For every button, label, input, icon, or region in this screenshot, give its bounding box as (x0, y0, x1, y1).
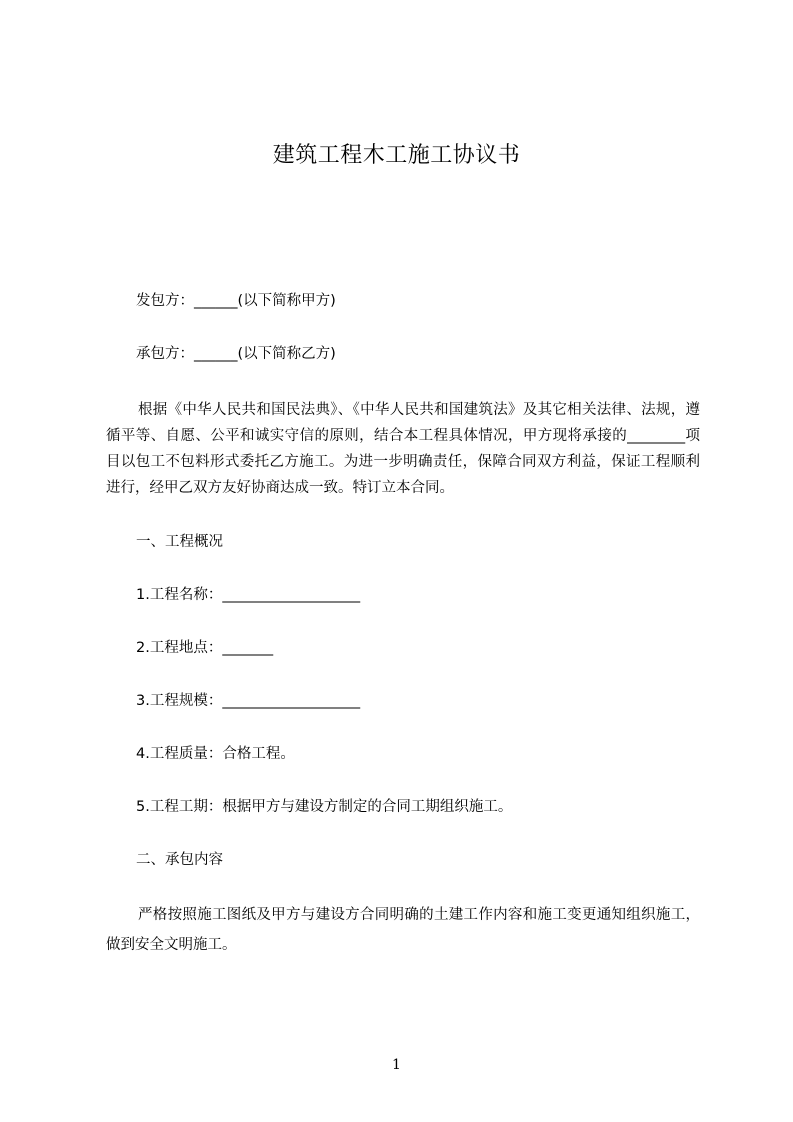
project-scale-item: 3.工程规模：___________________ (136, 693, 361, 709)
page-number: 1 (392, 1057, 401, 1073)
party-a-line: 发包方：______(以下简称甲方) (136, 293, 336, 309)
document-title: 建筑工程木工施工协议书 (272, 143, 521, 168)
project-location-item: 2.工程地点：_______ (136, 640, 274, 656)
project-duration-item: 5.工程工期：根据甲方与建设方制定的合同工期组织施工。 (136, 799, 513, 815)
project-quality-item: 4.工程质量：合格工程。 (136, 746, 295, 762)
party-b-line: 承包方：______(以下简称乙方) (136, 346, 336, 362)
intro-paragraph: 根据《中华人民共和国民法典》、《中华人民共和国建筑法》及其它相关法律、法规，遵循平等、自愿、公平和诚实守信的原则，结合本工程具体情况，甲方现将承接的________项目以包工不包料形式委托乙方施工。为进一步明确责任，保障合同双方利益，保证工程顺利进行，经甲乙双方友好协商达成一致。特订立本合同。 (106, 402, 700, 496)
section-1-heading: 一、工程概况 (136, 534, 223, 550)
section-2-body: 严格按照施工图纸及甲方与建设方合同明确的土建工作内容和施工变更通知组织施工，做到安全文明施工。 (106, 907, 700, 953)
project-name-item: 1.工程名称：___________________ (136, 587, 361, 603)
section-2-heading: 二、承包内容 (136, 852, 223, 868)
